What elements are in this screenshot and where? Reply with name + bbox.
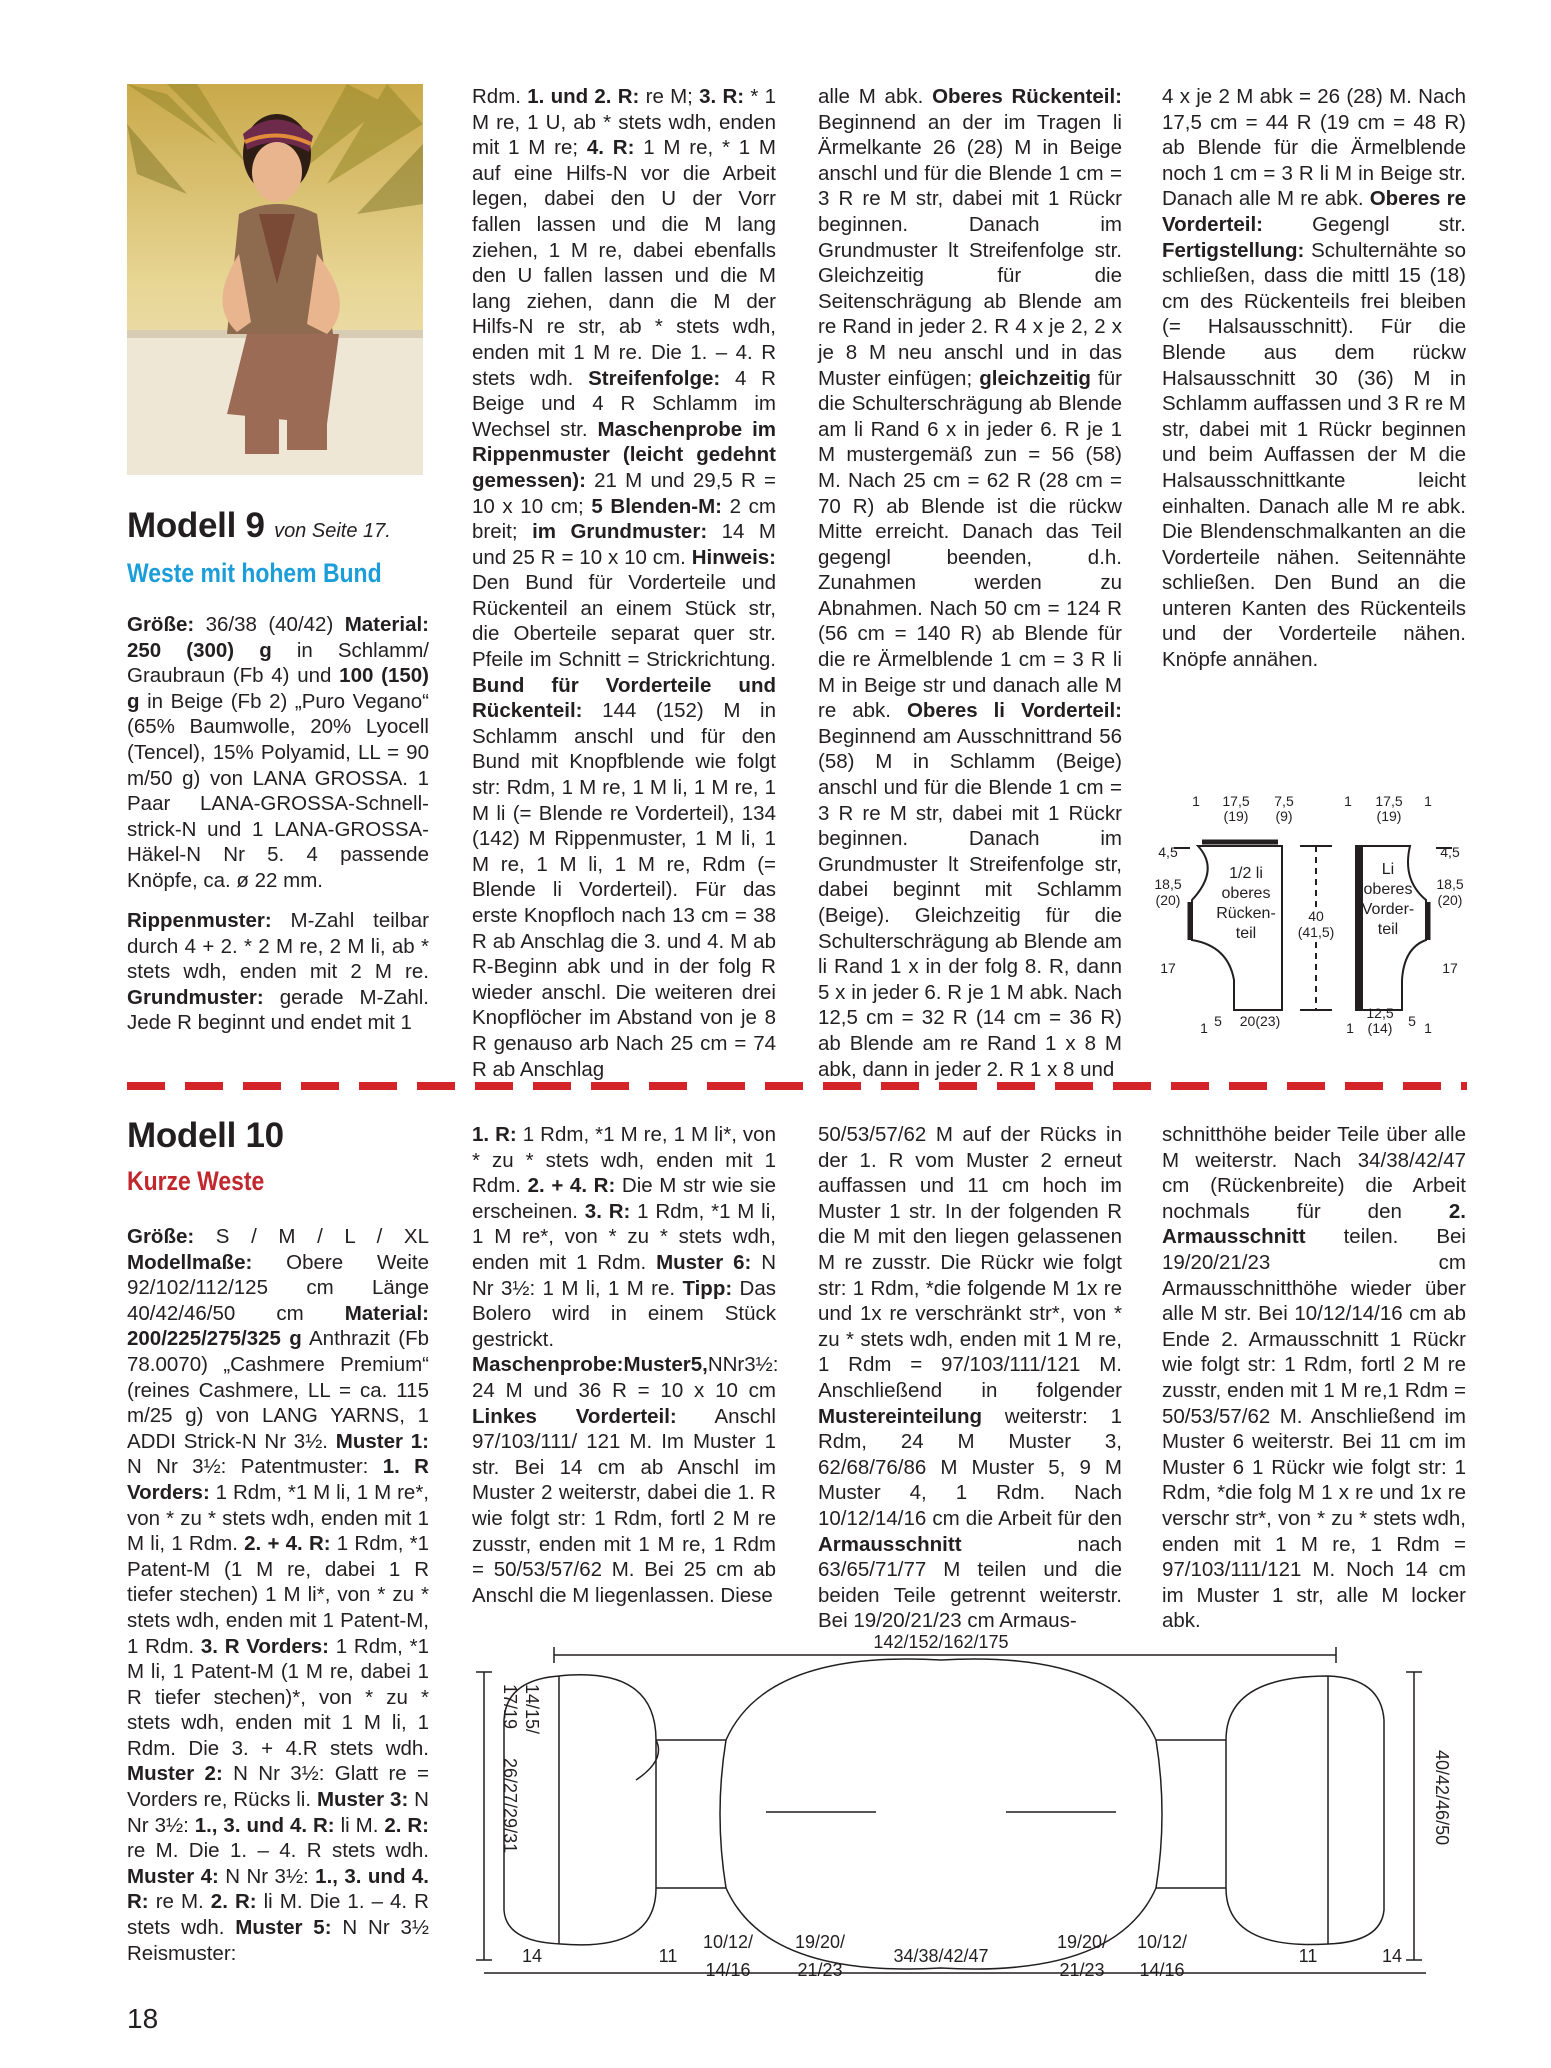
text-run: Streifenfolge: — [588, 366, 721, 390]
text-run: 1. R Vorders: — [127, 1455, 429, 1504]
text-run: Obere Weite 92/102/112/125 cm Länge 40/42/46/50 cm — [127, 1250, 429, 1325]
text-run: 1 M re, * 1 M auf eine Hilfs-N vor die Arbeit legen, dabei den U der Vorr fallen lassen und die M lang ziehen, 1 M re, dabei ebenfalls den U fallen lassen und die M lang ziehen, dann die M der Hilfs-N re str, ab * stets wdh, enden mit 1 M re. Die 1. – 4. R stets wdh. — [472, 136, 777, 390]
text-run: li M. Die 1. – 4. R stets wdh. — [127, 1890, 429, 1940]
svg-text:(41,5): (41,5) — [1297, 924, 1335, 940]
text-run: N Nr 3½: Patentmuster: — [127, 1455, 383, 1479]
svg-text:18,5: 18,5 — [1154, 876, 1182, 892]
text-run: 2. + 4. R: — [244, 1532, 331, 1556]
text-run: 1. R: — [472, 1123, 517, 1146]
model-photo — [127, 84, 423, 475]
text-run: 1., 3. und 4. R: — [127, 1864, 429, 1914]
svg-text:Vorder-: Vorder- — [1361, 901, 1415, 918]
text-run: 2. R: — [210, 1890, 257, 1914]
svg-text:(20): (20) — [1155, 892, 1181, 908]
text-run: 2. + 4. R: — [527, 1174, 616, 1198]
svg-text:14/16: 14/16 — [1139, 1960, 1185, 1980]
text-run: 4 x je 2 M abk = 26 (28) M. Nach 17,5 cm = 44 R (19 cm = 48 R) ab Blende für die Ärmelblende noch 1 cm = 3 R li M in Beige str. Danach alle M re abk. — [1162, 85, 1466, 211]
text-run: Die M str wie sie erscheinen. — [472, 1174, 776, 1223]
svg-text:11: 11 — [1298, 1946, 1318, 1966]
svg-text:17: 17 — [1160, 960, 1176, 976]
modell-10-col2 — [472, 1122, 779, 1608]
text-run: gleichzeitig — [979, 366, 1091, 390]
text-run: in Schlamm/ Graubraun (Fb 4) und — [127, 638, 429, 688]
svg-text:14: 14 — [521, 1946, 543, 1966]
text-run: Oberes Rückenteil: — [932, 85, 1123, 108]
svg-text:1: 1 — [1192, 793, 1200, 809]
woman-vest-photo — [127, 84, 423, 475]
text-run: Beginnend am Ausschnittrand 56 (58) M in Schlamm (Beige) anschl und für die Blende 1 cm = 3 R re M str, dabei mit 1 Rückr beginnen. Danach im Grundmuster lt Streifenfolge str, dabei beginnt mit Schlamm (Beige). Gleichzeitig für die Schulterschrägung ab Blende am li Rand 1 x in der folg 8. R, dann 5 x in jeder 6. R je 1 M abk. Nach 12,5 cm = 32 R (14 cm = 36 R) ab Blende am re Rand 1 x 8 M abk, dann in jeder 2. R 1 x 8 und — [818, 724, 1122, 1081]
svg-text:11: 11 — [658, 1946, 678, 1966]
text-run: M-Zahl teilbar durch 4 + 2. * 2 M re, 2 M li, ab * stets wdh, enden mit 2 M re. — [127, 909, 429, 984]
text-run: N Nr 3½: Glatt re = Vorders re, Rücks li. — [127, 1762, 429, 1812]
svg-text:1: 1 — [1424, 793, 1432, 809]
svg-text:4,5: 4,5 — [1440, 844, 1460, 860]
text-run: 1 Rdm, *1 Patent-M (1 M re, dabei 1 R tiefer stechen) 1 M li*, von * zu * stets wdh, enden mit 1 Patent-M, 1 Rdm. — [127, 1532, 429, 1658]
modell-9-col3 — [818, 84, 1122, 1082]
svg-text:17,5: 17,5 — [1222, 793, 1250, 809]
modell-9-col1b — [127, 908, 429, 1036]
text-run: 21 M und 29,5 R = 10 x 10 cm; — [472, 468, 776, 518]
svg-text:1: 1 — [1344, 793, 1352, 809]
modell-9-col2 — [472, 84, 776, 1082]
svg-text:(14): (14) — [1367, 1020, 1393, 1036]
modell-10-schematic — [466, 1630, 1476, 1990]
modell-10-col3 — [818, 1122, 1122, 1634]
svg-text:oberes: oberes — [1363, 881, 1413, 898]
text-run: Material: 250 (300) g — [127, 613, 429, 662]
modell-9-schematic — [1150, 790, 1470, 1050]
svg-text:(19): (19) — [1376, 808, 1402, 824]
text-run: Anthrazit (Fb 78.0070) „Cashmere Premium“ (reines Cashmere, LL = ca. 115 m/25 g) von LANG YARNS, 1 ADDI Strick-N Nr 3½. — [127, 1327, 429, 1453]
text-run: Schulternähte so schließen, dass die mittl 15 (18) cm des Rückenteils frei bleiben (= Halsausschnitt). Für die Blende aus dem rückw Halsausschnitt 30 (36) M in Schlamm auffassen und 3 R re M str, dabei mit 1 Rückr beginnen und beim Auffassen der M die Halsausschnittkante leicht einhalten. Danach alle M re abk. Die Blendenschmalkanten an die Vorderteile nähen. Seitennähte schließen. Den Bund an die unteren Kanten des Rückenteils und der Vorderteile nähen. Knöpfe annähen. — [1162, 238, 1466, 672]
svg-text:Li: Li — [1381, 861, 1395, 878]
svg-text:1: 1 — [1346, 1020, 1354, 1036]
svg-text:7,5: 7,5 — [1274, 793, 1294, 809]
svg-text:18,5: 18,5 — [1436, 876, 1464, 892]
text-run: teilen. Bei 19/20/21/23 cm Armausschnitthöhe wieder über alle M str. Bei 10/12/14/16 cm ab Ende 2. Armausschnitt 1 Rückr wie folgt str: 1 Rdm, fortl 2 M re zusstr, enden mit 1 M re,1 Rdm = 50/53/57/62 M. Anschließend im Muster 6 weiterstr. Bei 11 cm im Muster 6 1 Rückr wie folgt str: 1 Rdm, *die folg M 1 x re und 1x re verschr str*, von * zu * stets wdh, enden mit 1 M re, 1 Rdm = 97/103/111/121 M. Noch 14 cm im Muster 1 str, alle M locker abk. — [1162, 1225, 1466, 1633]
text-run: 100 (150) g — [127, 664, 429, 713]
svg-text:14: 14 — [1381, 1946, 1403, 1966]
text-run: weiterstr: 1 Rdm, 24 M Muster 3, 62/68/76/86 M Muster 5, 9 M Muster 4, 1 Rdm. Nach 10/12/14/16 cm die Arbeit für den — [818, 1404, 1122, 1530]
text-run: 1 Rdm, *1 M li, 1 M re*, von * zu * stets wdh, enden mit 1 Rdm. — [472, 1199, 776, 1274]
text-run: 36/38 (40/42) — [194, 613, 345, 636]
svg-text:teil: teil — [1235, 925, 1257, 942]
text-run: 2. R: — [384, 1813, 430, 1837]
text-run: für die Schulterschrägung ab Blende am li Rand 6 x in jeder 6. R je 1 M mustergemäß zun = 56 (58) M. Nach 25 cm = 62 R (28 cm = 70 R) ab Blende ist die rückw Mitte erreicht. Danach das Teil gegengl beenden, d.h. Zunahmen werden zu Abnahmen. Nach 50 cm = 124 R (56 cm = 140 R) ab Blende für die re Ärmelblende 1 cm = 3 R li M in Beige str und danach alle M re abk. — [818, 366, 1122, 723]
svg-text:(9): (9) — [1275, 808, 1293, 824]
text-run: 1 Rdm, *1 M re, 1 M li*, von * zu * stets wdh, enden mit 1 Rdm. — [472, 1123, 776, 1198]
text-run: Armausschnitt — [818, 1532, 962, 1556]
text-run: re M. Die 1. – 4. R stets wdh. — [127, 1839, 429, 1863]
text-run: S / M / L / XL — [194, 1225, 429, 1248]
modell-9-title: Modell 9 von Seite 17. — [127, 506, 391, 545]
svg-text:4,5: 4,5 — [1158, 844, 1178, 860]
svg-text:(20): (20) — [1437, 892, 1463, 908]
svg-text:1: 1 — [1200, 1020, 1208, 1036]
text-run: Hinweis: — [691, 545, 776, 569]
svg-text:21/23: 21/23 — [1059, 1960, 1105, 1980]
text-run: N Nr 3½ Reismuster: — [127, 1916, 429, 1965]
text-run: Rdm. — [472, 85, 528, 108]
text-run: Maschenprobe:Muster5, — [472, 1353, 708, 1377]
text-run: Mustereinteilung — [818, 1404, 983, 1428]
svg-text:142/152/162/175: 142/152/162/175 — [873, 1632, 1009, 1652]
svg-text:17/19: 17/19 — [500, 1684, 520, 1730]
text-run: Das Bolero wird in einem Stück gestrickt. — [472, 1276, 776, 1351]
text-run: 4 R Beige und 4 R Schlamm im Wechsel str. — [472, 366, 776, 441]
text-run: N Nr 3½: 1 M li, 1 M re. — [472, 1250, 777, 1300]
text-run: N Nr 3½: — [127, 1788, 429, 1837]
svg-text:oberes: oberes — [1221, 885, 1271, 902]
text-run: Gegengl str. — [1263, 212, 1466, 236]
text-run: li M. — [334, 1813, 385, 1837]
text-run: nach 63/65/71/77 M teilen und die beiden Teile getrennt weiterstr. Bei 19/20/21/23 cm Armaus- — [818, 1532, 1122, 1633]
text-run: 1 Rdm, *1 M li, 1 M re*, von * zu * stets wdh, enden mit 1 M li, 1 Rdm. — [127, 1480, 429, 1556]
text-run: Muster 1: — [335, 1429, 429, 1453]
text-run: Muster 4: — [127, 1864, 219, 1888]
modell-10-col1 — [127, 1224, 429, 1966]
text-run: N Nr 3½: — [218, 1864, 316, 1888]
modell-9-col4 — [1162, 84, 1466, 673]
text-run: Beginnend an der im Tragen li Ärmelkante 26 (28) M in Beige anschl und für die Blende 1 cm = 3 R re M str, dabei mit 1 Rückr beginnen. Danach im Grundmuster lt Streifenfolge str. Gleichzeitig für die Seitenschrägung ab Blende am re Rand in jeder 2. R 4 x je 2, 2 x je 8 M neu anschl und in das Muster einfügen; — [818, 110, 1122, 390]
svg-text:1: 1 — [1424, 1020, 1432, 1036]
text-run: Modellmaße: — [127, 1250, 253, 1274]
text-run: Muster 2: — [127, 1762, 223, 1786]
text-run: 5 Blenden-M: — [591, 494, 722, 518]
text-run: Tipp: — [682, 1276, 733, 1300]
text-run: Bund für Vorderteile und Rückenteil: — [472, 673, 776, 723]
svg-text:40/42/46/50: 40/42/46/50 — [1432, 1750, 1452, 1846]
text-run: Anschl 97/103/111/ 121 M. Im Muster 1 str. Bei 14 cm ab Anschl im Muster 2 weiterstr, dabei die 1. R wie folgt str: 1 Rdm, fortl 2 M re zusstr, enden mit 1 M re, 1 Rdm = 50/53/57/62 M. Bei 25 cm ab Anschl die M liegenlassen. Diese — [472, 1404, 776, 1607]
svg-text:Rücken-: Rücken- — [1216, 905, 1276, 922]
text-run: 1 Rdm, *1 M li, 1 Patent-M (1 M re, dabei 1 R tiefer stechen)*, von * zu * stets wdh, enden mit 1 M li, 1 Rdm. Die 3. + 4.R stets wdh. — [127, 1634, 429, 1760]
svg-text:19/20/: 19/20/ — [794, 1932, 846, 1952]
svg-text:12,5: 12,5 — [1366, 1005, 1394, 1021]
svg-text:1/2 li: 1/2 li — [1229, 865, 1263, 882]
text-run: re M. — [148, 1890, 211, 1914]
text-run: re M; — [639, 85, 700, 108]
modell-10-title: Modell 10 — [127, 1116, 284, 1155]
svg-text:34/38/42/47: 34/38/42/47 — [893, 1946, 989, 1966]
text-run: im Grundmuster: — [532, 520, 708, 544]
text-run: Linkes Vorderteil: — [472, 1404, 677, 1428]
page-number: 18 — [127, 2003, 159, 2034]
text-run: NNr3½: 24 M und 36 R = 10 x 10 cm — [472, 1353, 779, 1402]
text-run: Muster 6: — [656, 1250, 752, 1274]
text-run: Den Bund für Vorderteile und Rückenteil an einem Stück str, die Oberteile separat quer str. Pfeile im Schnitt = Strickrichtung. — [472, 571, 776, 672]
text-run: 2. Armausschnitt — [1162, 1199, 1466, 1249]
text-run: Grundmuster: — [127, 985, 264, 1009]
text-run: Oberes li Vorderteil: — [906, 699, 1122, 723]
text-run: 1. und 2. R: — [527, 85, 640, 108]
text-run: 1., 3. und 4. R: — [194, 1813, 335, 1837]
svg-text:26/27/29/31: 26/27/29/31 — [500, 1758, 520, 1854]
svg-text:19/20/: 19/20/ — [1056, 1932, 1108, 1952]
svg-text:20(23): 20(23) — [1239, 1013, 1281, 1029]
svg-text:teil: teil — [1377, 921, 1399, 938]
section-divider — [127, 1082, 1467, 1090]
text-run: * 1 M re, 1 U, ab * stets wdh, enden mit 1 M re; — [472, 85, 776, 160]
svg-text:10/12/: 10/12/ — [702, 1932, 754, 1952]
text-run: Muster 3: — [316, 1788, 409, 1812]
svg-text:40: 40 — [1308, 908, 1324, 924]
text-run: in Beige (Fb 2) „Puro Vegano“ (65% Baumwolle, 20% Lyocell (Tencel), 15% Polyamid, LL = 90 m/50 g) von LANA GROSSA. 1 Paar LANA-GROSSA-Schnell-strick-N und 1 LANA-GROSSA-Häkel-N Nr 5. 4 passende Knöpfe, ca. ø 22 mm. — [127, 689, 429, 892]
modell-10-subtitle: Kurze Weste — [127, 1166, 265, 1196]
svg-text:10/12/: 10/12/ — [1136, 1932, 1188, 1952]
text-run: Fertigstellung: — [1162, 238, 1305, 262]
text-run: Größe: — [127, 613, 195, 636]
modell-9-col1 — [127, 612, 429, 894]
text-run: 3. R: — [699, 85, 745, 108]
text-run: 14 M und 25 R = 10 x 10 cm. — [472, 520, 776, 569]
text-run: alle M abk. — [818, 85, 933, 108]
modell-9-subtitle: Weste mit hohem Bund — [127, 558, 382, 588]
text-run: 3. R Vorders: — [200, 1634, 330, 1658]
text-run: Material: 200/225/275/325 g — [127, 1301, 429, 1351]
text-run: schnitthöhe beider Teile über alle M weiterstr. Nach 34/38/42/47 cm (Rückenbreite) die Arbeit nochmals für den — [1162, 1123, 1466, 1223]
svg-text:(19): (19) — [1223, 808, 1249, 824]
text-run: 3. R: — [584, 1199, 631, 1223]
modell-9-page-ref: von Seite 17. — [274, 520, 391, 542]
svg-text:14/15/: 14/15/ — [522, 1684, 542, 1735]
text-run: Oberes re Vorderteil: — [1162, 187, 1466, 236]
text-run: gerade M-Zahl. Jede R beginnt und endet mit 1 — [127, 985, 429, 1035]
text-run: Muster 5: — [235, 1916, 332, 1940]
text-run: 4. R: — [586, 136, 635, 160]
svg-text:17: 17 — [1442, 960, 1458, 976]
svg-text:21/23: 21/23 — [797, 1960, 843, 1980]
text-run: 2 cm breit; — [472, 494, 776, 544]
text-run: Rippenmuster: — [127, 909, 272, 932]
svg-text:5: 5 — [1214, 1013, 1222, 1029]
svg-text:5: 5 — [1408, 1013, 1416, 1029]
text-run: Größe: — [127, 1225, 195, 1248]
modell-10-col4 — [1162, 1122, 1466, 1634]
svg-text:14/16: 14/16 — [705, 1960, 751, 1980]
text-run: Maschenprobe im Rippenmuster (leicht gedehnt gemessen): — [472, 417, 777, 492]
text-run: 144 (152) M in Schlamm anschl und für den Bund mit Knopfblende wie folgt str: Rdm, 1 M re, 1 M li, 1 M re, 1 M li (= Blende re Vorderteil), 134 (142) M Rippenmuster, 1 M li, 1 M re, 1 M li, 1 M re, Rdm (= Blende li Vorderteil). Für das erste Knopfloch nach 13 cm = 38 R ab Anschlag die 3. und 4. M ab R-Beginn abk und in der folg R wieder anschl. Die weiteren drei Knopflöcher im Abstand von je 8 R genauso arb Nach 25 cm = 74 R ab Anschlag — [472, 699, 776, 1081]
svg-text:17,5: 17,5 — [1375, 793, 1403, 809]
text-run: 50/53/57/62 M auf der Rücks in der 1. R vom Muster 2 erneut auffassen und 11 cm hoch im Muster 1 str. In der folgenden R die M mit den liegen gelassenen M re zusstr. Die Rückr wie folgt str: 1 Rdm, *die folgende M 1x re und 1x re verschränkt str*, von * zu * stets wdh, enden mit 1 M re, 1 Rdm = 97/103/111/121 M. Anschließend in folgender — [818, 1123, 1122, 1402]
